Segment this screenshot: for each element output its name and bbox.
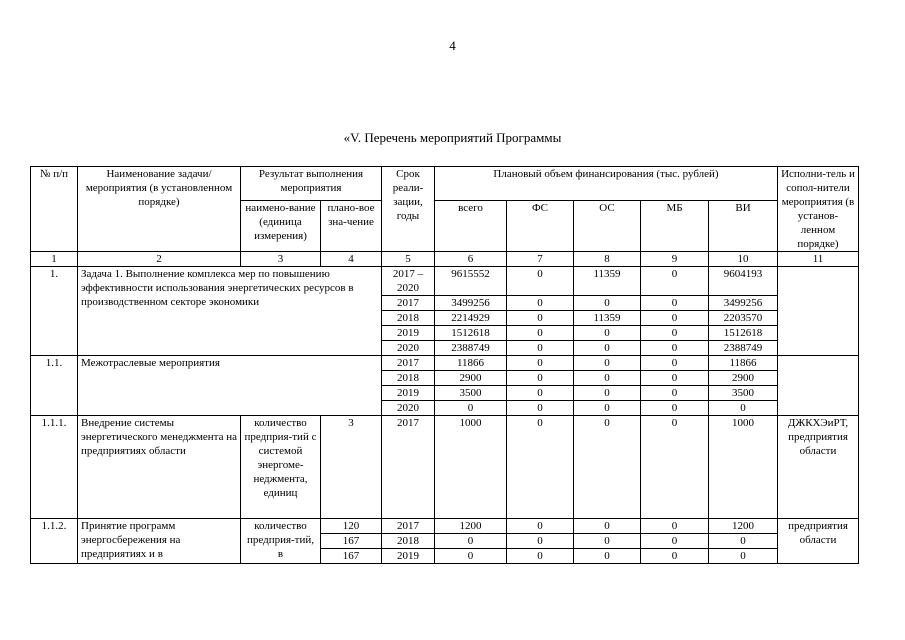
section-heading: «V. Перечень мероприятий Программы <box>343 130 562 145</box>
column-index: 10 <box>709 252 778 267</box>
column-index: 11 <box>778 252 859 267</box>
row-os: 0 <box>574 549 641 564</box>
row-fs: 0 <box>507 356 574 371</box>
column-index: 7 <box>507 252 574 267</box>
row-year: 2018 <box>382 311 435 326</box>
row-mb: 0 <box>641 371 709 386</box>
header-term: Срок реали-зации, годы <box>382 167 435 252</box>
row-total: 1200 <box>435 519 507 534</box>
row-year: 2020 <box>382 401 435 416</box>
row-fs: 0 <box>507 416 574 519</box>
column-index: 9 <box>641 252 709 267</box>
row-year: 2018 <box>382 534 435 549</box>
row-vi: 0 <box>709 401 778 416</box>
row-fs: 0 <box>507 371 574 386</box>
row-year: 2017 <box>382 416 435 519</box>
header-result: Результат выполнения мероприятия <box>241 167 382 201</box>
row-vi: 11866 <box>709 356 778 371</box>
row-vi: 3499256 <box>709 296 778 311</box>
row-vi: 0 <box>709 549 778 564</box>
row-total: 2388749 <box>435 341 507 356</box>
row-year: 2017 <box>382 519 435 534</box>
row-fs: 0 <box>507 296 574 311</box>
row-fs: 0 <box>507 311 574 326</box>
row-name: Межотраслевые мероприятия <box>78 356 382 416</box>
column-index: 2 <box>78 252 241 267</box>
row-total: 3500 <box>435 386 507 401</box>
row-executor: ДЖКХЭиРТ, предприятия области <box>778 416 859 519</box>
row-os: 0 <box>574 416 641 519</box>
row-mb: 0 <box>641 534 709 549</box>
row-executor: предприятия области <box>778 519 859 564</box>
row-vi: 1200 <box>709 519 778 534</box>
row-mb: 0 <box>641 519 709 534</box>
row-year: 2019 <box>382 386 435 401</box>
column-index: 1 <box>31 252 78 267</box>
row-year: 2019 <box>382 326 435 341</box>
column-index: 6 <box>435 252 507 267</box>
header-row-1 <box>31 167 859 201</box>
row-num: 1.1.2. <box>31 519 78 564</box>
header-result-name: наимено-вание (единица измерения) <box>241 201 321 252</box>
row-os: 0 <box>574 296 641 311</box>
row-year: 2019 <box>382 549 435 564</box>
row-os: 11359 <box>574 311 641 326</box>
header-total: всего <box>435 201 507 252</box>
header-funding: Плановый объем финансирования (тыс. рублей) <box>435 167 778 201</box>
header-name: Наименование задачи/мероприятия (в установленном порядке) <box>78 167 241 252</box>
header-vi: ВИ <box>709 201 778 252</box>
row-executor <box>778 267 859 356</box>
header-os: ОС <box>574 201 641 252</box>
table-row <box>31 416 859 519</box>
row-year: 2020 <box>382 341 435 356</box>
row-unit: количество предприя-тий, в <box>241 519 321 564</box>
row-os: 0 <box>574 356 641 371</box>
header-executor: Исполни-тель и сопол-нители мероприятия (в установ-ленном порядке) <box>778 167 859 252</box>
row-fs: 0 <box>507 534 574 549</box>
row-value: 167 <box>321 549 382 564</box>
header-result-value: плано-вое зна-чение <box>321 201 382 252</box>
row-vi: 1512618 <box>709 326 778 341</box>
row-fs: 0 <box>507 549 574 564</box>
row-executor <box>778 356 859 416</box>
program-measures-table <box>30 166 859 564</box>
row-os: 0 <box>574 341 641 356</box>
table-row <box>31 267 859 296</box>
row-total: 0 <box>435 534 507 549</box>
header-mb: МБ <box>641 201 709 252</box>
row-name: Задача 1. Выполнение комплекса мер по повышению эффективности использования энергетических ресурсов в производственном секторе экономики <box>78 267 382 356</box>
row-mb: 0 <box>641 401 709 416</box>
row-vi: 2900 <box>709 371 778 386</box>
row-mb: 0 <box>641 549 709 564</box>
page-number: 4 <box>449 38 456 53</box>
row-fs: 0 <box>507 267 574 296</box>
row-total: 3499256 <box>435 296 507 311</box>
row-year: 2018 <box>382 371 435 386</box>
row-total: 2214929 <box>435 311 507 326</box>
row-vi: 1000 <box>709 416 778 519</box>
row-num: 1. <box>31 267 78 356</box>
row-total: 0 <box>435 401 507 416</box>
header-num: № п/п <box>31 167 78 252</box>
row-total: 2900 <box>435 371 507 386</box>
row-vi: 3500 <box>709 386 778 401</box>
row-vi: 9604193 <box>709 267 778 296</box>
row-os: 11359 <box>574 267 641 296</box>
row-value: 167 <box>321 534 382 549</box>
row-unit: количество предприя-тий с системой энергоме-неджмента, единиц <box>241 416 321 519</box>
row-year: 2017 – 2020 <box>382 267 435 296</box>
row-mb: 0 <box>641 356 709 371</box>
column-index-row <box>31 252 859 267</box>
row-total: 1000 <box>435 416 507 519</box>
row-os: 0 <box>574 534 641 549</box>
column-index: 8 <box>574 252 641 267</box>
row-total: 0 <box>435 549 507 564</box>
row-mb: 0 <box>641 386 709 401</box>
row-os: 0 <box>574 326 641 341</box>
row-year: 2017 <box>382 356 435 371</box>
row-vi: 2203570 <box>709 311 778 326</box>
row-fs: 0 <box>507 326 574 341</box>
row-mb: 0 <box>641 416 709 519</box>
row-name: Внедрение системы энергетического менеджмента на предприятиях области <box>78 416 241 519</box>
row-fs: 0 <box>507 401 574 416</box>
row-mb: 0 <box>641 341 709 356</box>
column-index: 4 <box>321 252 382 267</box>
column-index: 5 <box>382 252 435 267</box>
row-total: 1512618 <box>435 326 507 341</box>
header-fs: ФС <box>507 201 574 252</box>
row-mb: 0 <box>641 311 709 326</box>
row-year: 2017 <box>382 296 435 311</box>
column-index: 3 <box>241 252 321 267</box>
row-os: 0 <box>574 371 641 386</box>
row-mb: 0 <box>641 267 709 296</box>
row-fs: 0 <box>507 386 574 401</box>
row-value: 120 <box>321 519 382 534</box>
row-num: 1.1.1. <box>31 416 78 519</box>
table-row <box>31 356 859 371</box>
row-fs: 0 <box>507 341 574 356</box>
row-fs: 0 <box>507 519 574 534</box>
row-total: 9615552 <box>435 267 507 296</box>
row-os: 0 <box>574 401 641 416</box>
row-value: 3 <box>321 416 382 519</box>
row-os: 0 <box>574 386 641 401</box>
table-row <box>31 519 859 534</box>
row-vi: 2388749 <box>709 341 778 356</box>
row-name: Принятие программ энергосбережения на предприятиях и в <box>78 519 241 564</box>
row-mb: 0 <box>641 326 709 341</box>
row-total: 11866 <box>435 356 507 371</box>
row-os: 0 <box>574 519 641 534</box>
row-vi: 0 <box>709 534 778 549</box>
row-num: 1.1. <box>31 356 78 416</box>
row-mb: 0 <box>641 296 709 311</box>
